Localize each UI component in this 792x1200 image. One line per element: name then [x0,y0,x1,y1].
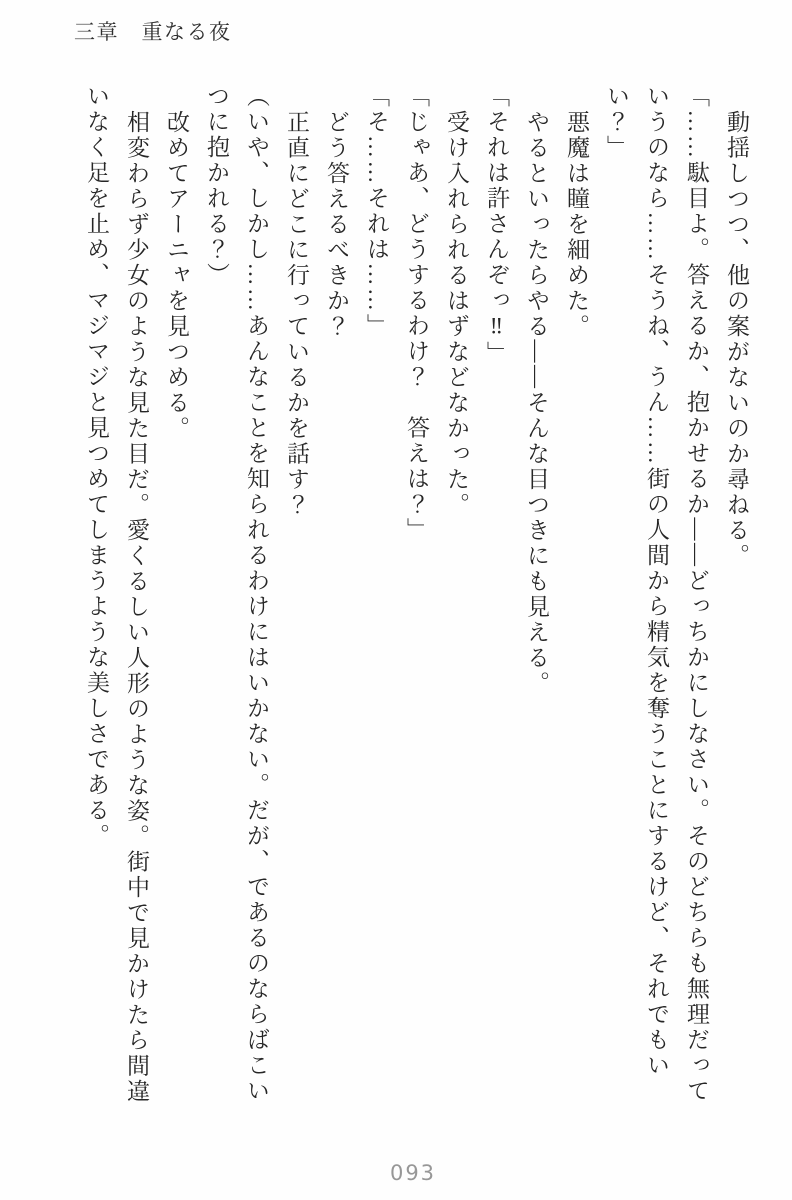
paragraph-thought: （いや、しかし……あんなことを知られるわけにはいかない。だが、であるのならばこいつに抱かれる？） [204,84,269,1104]
vertical-body-text [36,84,756,1110]
paragraph-dialogue: 「それは許さんぞっ‼」 [484,84,509,367]
paragraph: 動揺しつつ、他の案がないのか尋ねる。 [724,109,749,569]
paragraph: やるといったらやる――そんな目つきにも見える。 [524,109,549,696]
paragraph: 相変わらず少女のような見た目だ。愛くるしい人形のような姿。街中で見かけたら間違いなく足を止め、マジマジと見つめてしまうような美しさである。 [84,84,149,1104]
paragraph: 悪魔は瞳を細めた。 [564,109,589,339]
paragraph: 改めてアーニャを見つめる。 [164,109,189,441]
paragraph: 受け入れられるはずなどなかった。 [444,109,469,518]
paragraph: どう答えるべきか？ [324,109,349,339]
page-number: 093 [389,1161,437,1185]
chapter-running-header: 三章 重なる夜 [74,20,232,44]
paragraph-dialogue: 「じゃあ、どうするわけ？ 答えは？」 [404,84,429,543]
paragraph: 正直にどこに行っているかを話す？ [284,109,309,518]
paragraph-dialogue: 「そ……それは……」 [364,84,389,339]
paragraph-dialogue: 「……駄目よ。答えるか、抱かせるか――どっちかにしなさい。そのどちらも無理だっていうのなら……そうね、うん……街の人間から精気を奪うことにするけど、それでもいい？」 [604,84,709,1104]
